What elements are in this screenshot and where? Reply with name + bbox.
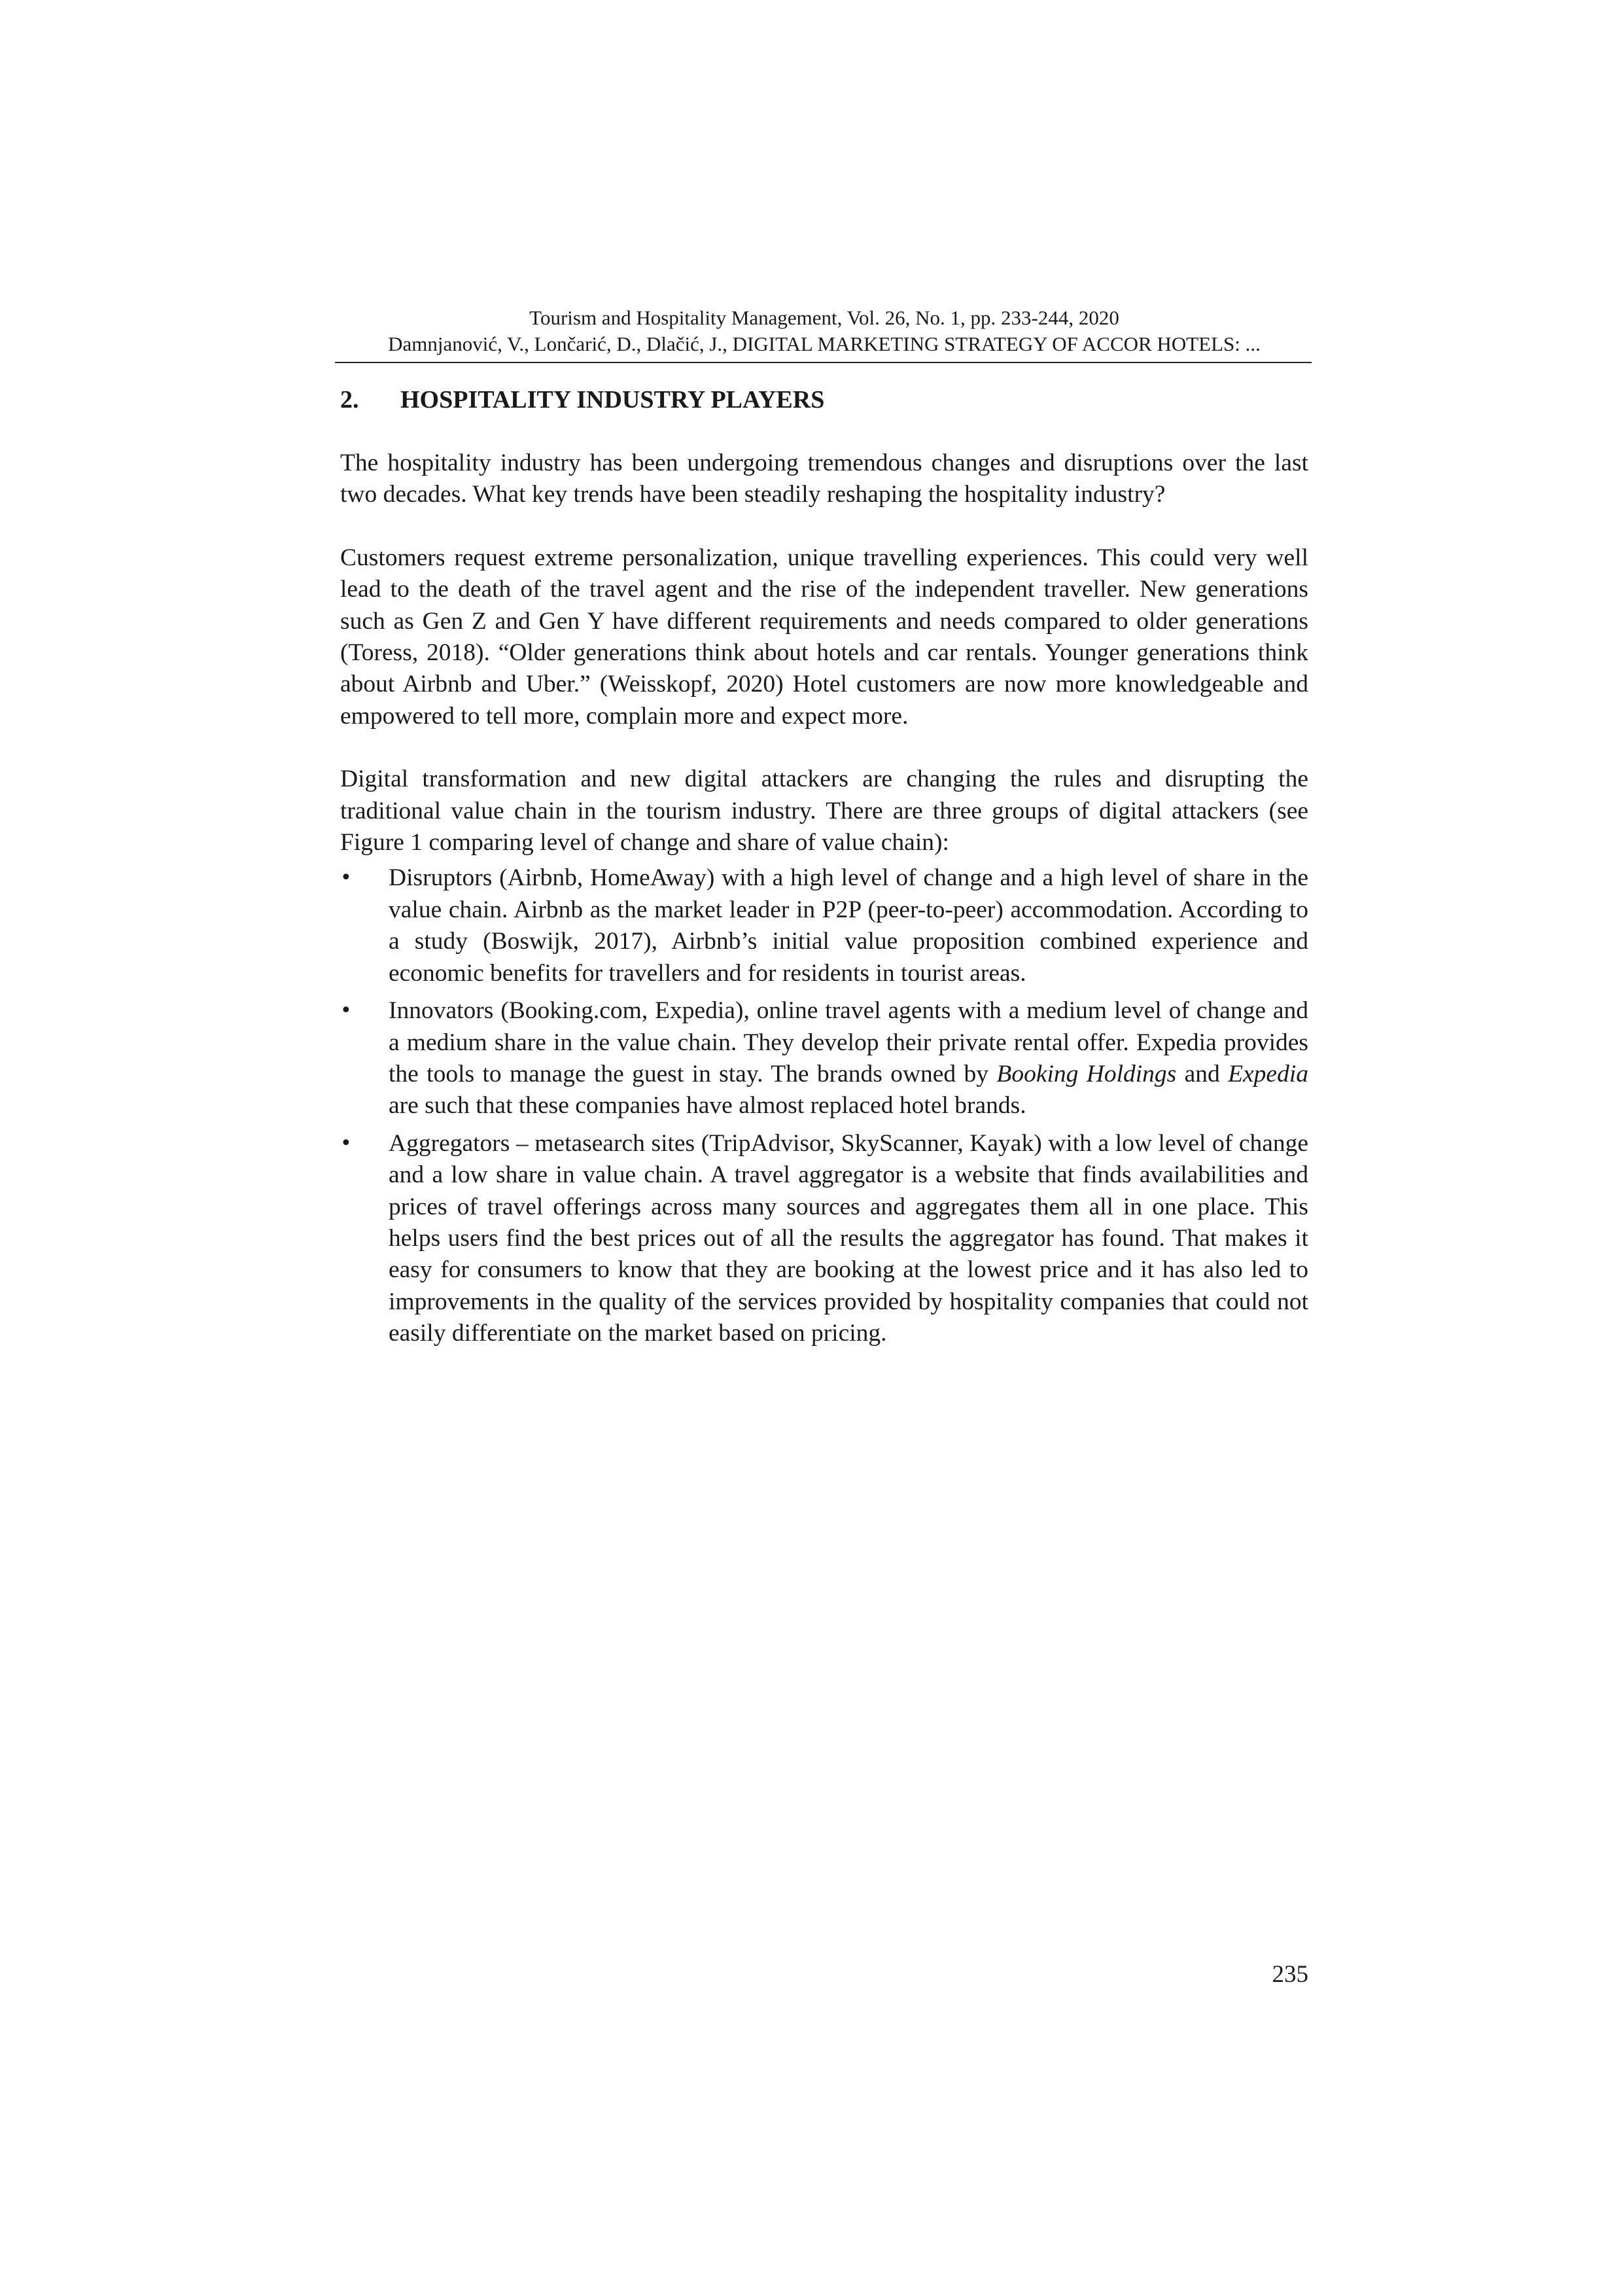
section-number: 2. — [340, 386, 359, 414]
section-heading — [340, 384, 824, 415]
list-item — [340, 862, 1308, 989]
attackers-list — [340, 862, 1308, 1349]
paragraph-digital-attackers: Digital transformation and new digital attackers are changing the rules and disrupting the traditional value chain in the tourism industry. There are three groups of digital attackers (see Figure 1 comparing level of change and share of value chain): — [340, 766, 1308, 857]
body-text — [340, 448, 1308, 1356]
list-item-text — [389, 997, 1308, 1119]
header-divider — [335, 362, 1312, 363]
list-item-text: Disruptors (Airbnb, HomeAway) with a high level of change and a high level of share in the value chain. Airbnb as the market leader in P2P (peer-to-peer) accommodation. According to a study (Boswijk, 2017), Airbnb’s initial value proposition combined experience and economic benefits for travellers and for residents in tourist areas. — [389, 864, 1308, 987]
journal-citation: Tourism and Hospitality Management, Vol. 26, No. 1, pp. 233-244, 2020 — [529, 306, 1119, 329]
emphasis-expedia: Expedia — [1228, 1060, 1308, 1087]
list-item — [340, 995, 1308, 1122]
bullet-icon: • — [340, 1131, 352, 1155]
list-item-text-part: Innovators (Booking.com, Expedia), online travel agents with a medium level of change and a medium share in the value chain. They develop their private rental offer. Expedia provides the tools to manage the guest in stay. The brands owned by — [389, 997, 1308, 1087]
page — [340, 0, 1308, 2296]
paragraph-intro: The hospitality industry has been undergoing tremendous changes and disruptions over the last two decades. What key trends have been steadily reshaping the hospitality industry? — [340, 450, 1308, 508]
bullet-icon: • — [340, 866, 352, 890]
list-item-text-part: and — [1176, 1060, 1229, 1087]
list-item — [340, 1128, 1308, 1350]
paragraph-customers: Customers request extreme personalization, unique travelling experiences. This could very well lead to the death of the travel agent and the rise of the independent traveller. New generations such as Gen Z and Gen Y have different requirements and needs compared to older generations (Toress, 2018). “Older generations think about hotels and car rentals. Younger generations think about Airbnb and Uber.” (Weisskopf, 2020) Hotel customers are now more knowledgeable and empowered to tell more, complain more and expect more. — [340, 544, 1308, 730]
bullet-icon: • — [340, 999, 352, 1023]
list-item-text-part: are such that these companies have almost replaced hotel brands. — [389, 1092, 1026, 1120]
running-header — [340, 305, 1308, 357]
section-title: HOSPITALITY INDUSTRY PLAYERS — [400, 386, 825, 414]
list-item-text: Aggregators – metasearch sites (TripAdvisor, SkyScanner, Kayak) with a low level of change and a low share in value chain. A travel aggregator is a website that finds availabilities and prices of travel offerings across many sources and aggregates them all in one place. This helps users find the best prices out of all the results the aggregator has found. That makes it easy for consumers to know that they are booking at the lowest price and it has also led to improvements in the quality of the services provided by hospitality companies that could not easily differentiate on the market based on pricing. — [389, 1129, 1308, 1347]
page-number: 235 — [1272, 1961, 1308, 1988]
article-authors-title: Damnjanović, V., Lončarić, D., Dlačić, J., DIGITAL MARKETING STRATEGY OF ACCOR HOTELS: ... — [388, 332, 1261, 355]
emphasis-booking-holdings: Booking Holdings — [996, 1060, 1177, 1087]
